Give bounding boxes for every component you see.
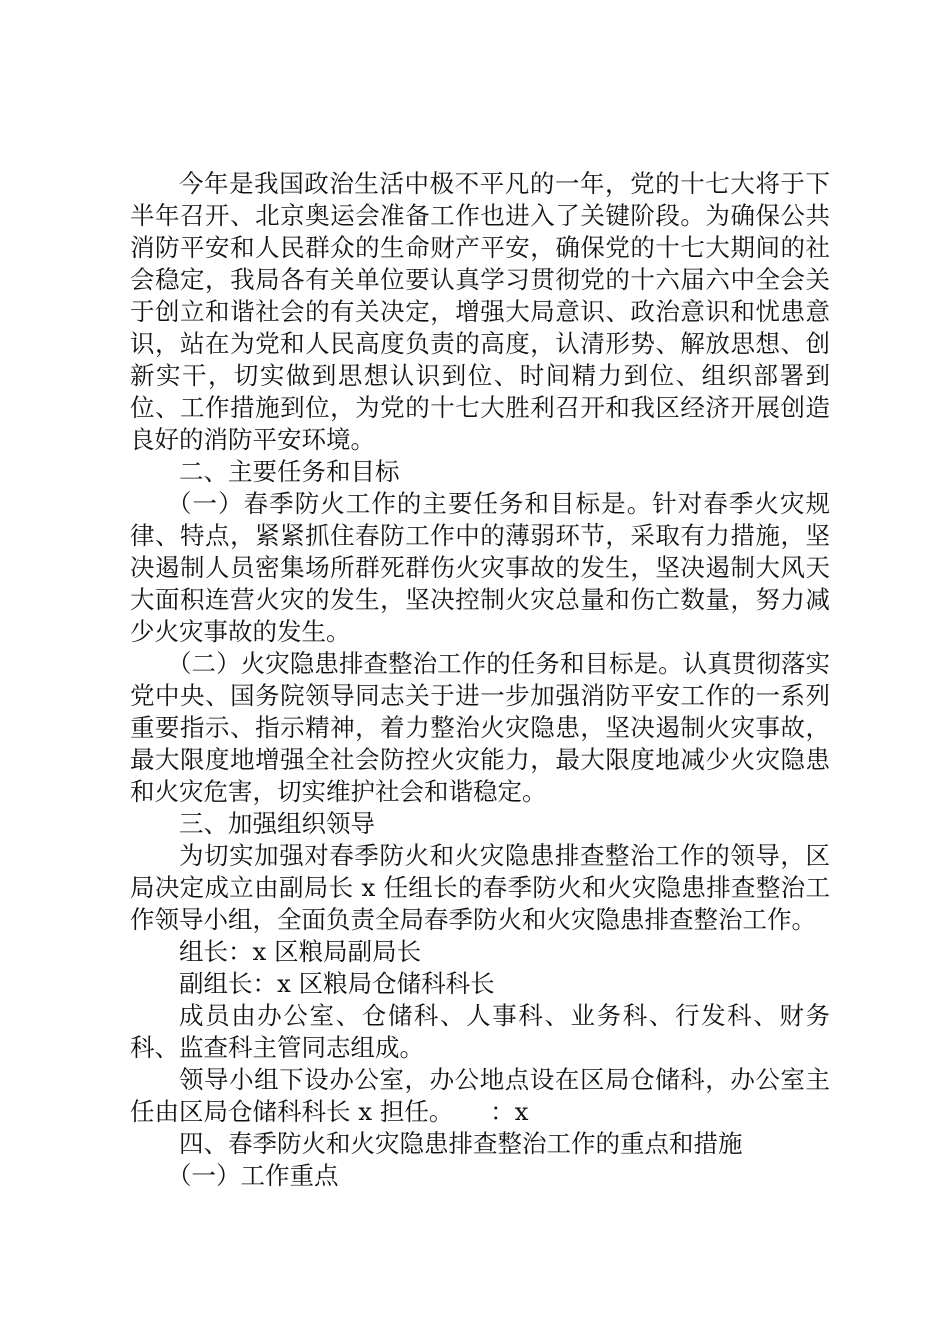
section-heading-2: 二、主要任务和目标 <box>179 457 400 486</box>
paragraph-office: 领导小组下设办公室，办公地点设在区局仓储科，办公室主任由区局仓储科科长 x 担任。 ：x <box>130 1065 830 1126</box>
paragraph-task-1: （一）春季防火工作的主要任务和目标是。针对春季火灾规律、特点，紧紧抓住春防工作中的薄弱环节，采取有力措施，坚决遏制人员密集场所群死群伤火灾事故的发生，坚决遏制大风天大面积连营火灾的发生，坚决控制火灾总量和伤亡数量，努力减少火灾事故的发生。 <box>130 489 830 646</box>
paragraph-intro: 今年是我国政治生活中极不平凡的一年，党的十七大将于下半年召开、北京奥运会准备工作也进入了关键阶段。为确保公共消防平安和人民群众的生命财产平安，确保党的十七大期间的社会稳定，我局各有关单位要认真学习贯彻党的十六届六中全会关于创立和谐社会的有关决定，增强大局意识、政治意识和忧患意识，站在为党和人民高度负责的高度，认清形势、解放思想、创新实干，切实做到思想认识到位、时间精力到位、组织部署到位、工作措施到位，为党的十七大胜利召开和我区经济开展创造良好的消防平安环境。 <box>130 169 830 454</box>
subsection-heading-focus: （一）工作重点 <box>167 1161 339 1190</box>
paragraph-deputy-leader: 副组长：x 区粮局仓储科科长 <box>179 969 495 998</box>
paragraph-members: 成员由办公室、仓储科、人事科、业务科、行发科、财务科、监查科主管同志组成。 <box>130 1001 830 1062</box>
paragraph-leader: 组长：x 区粮局副局长 <box>179 937 422 966</box>
section-heading-4: 四、春季防火和火灾隐患排查整治工作的重点和措施 <box>179 1129 743 1158</box>
paragraph-task-2: （二）火灾隐患排查整治工作的任务和目标是。认真贯彻落实党中央、国务院领导同志关于进一步加强消防平安工作的一系列重要指示、指示精神，着力整治火灾隐患，坚决遏制火灾事故，最大限度地增强全社会防控火灾能力，最大限度地减少火灾隐患和火灾危害，切实维护社会和谐稳定。 <box>130 649 830 806</box>
section-heading-3: 三、加强组织领导 <box>179 809 375 838</box>
document-body <box>130 168 830 1192</box>
paragraph-leadership: 为切实加强对春季防火和火灾隐患排查整治工作的领导，区局决定成立由副局长 x 任组长的春季防火和火灾隐患排查整治工作领导小组，全面负责全局春季防火和火灾隐患排查整治工作。 <box>130 841 830 934</box>
